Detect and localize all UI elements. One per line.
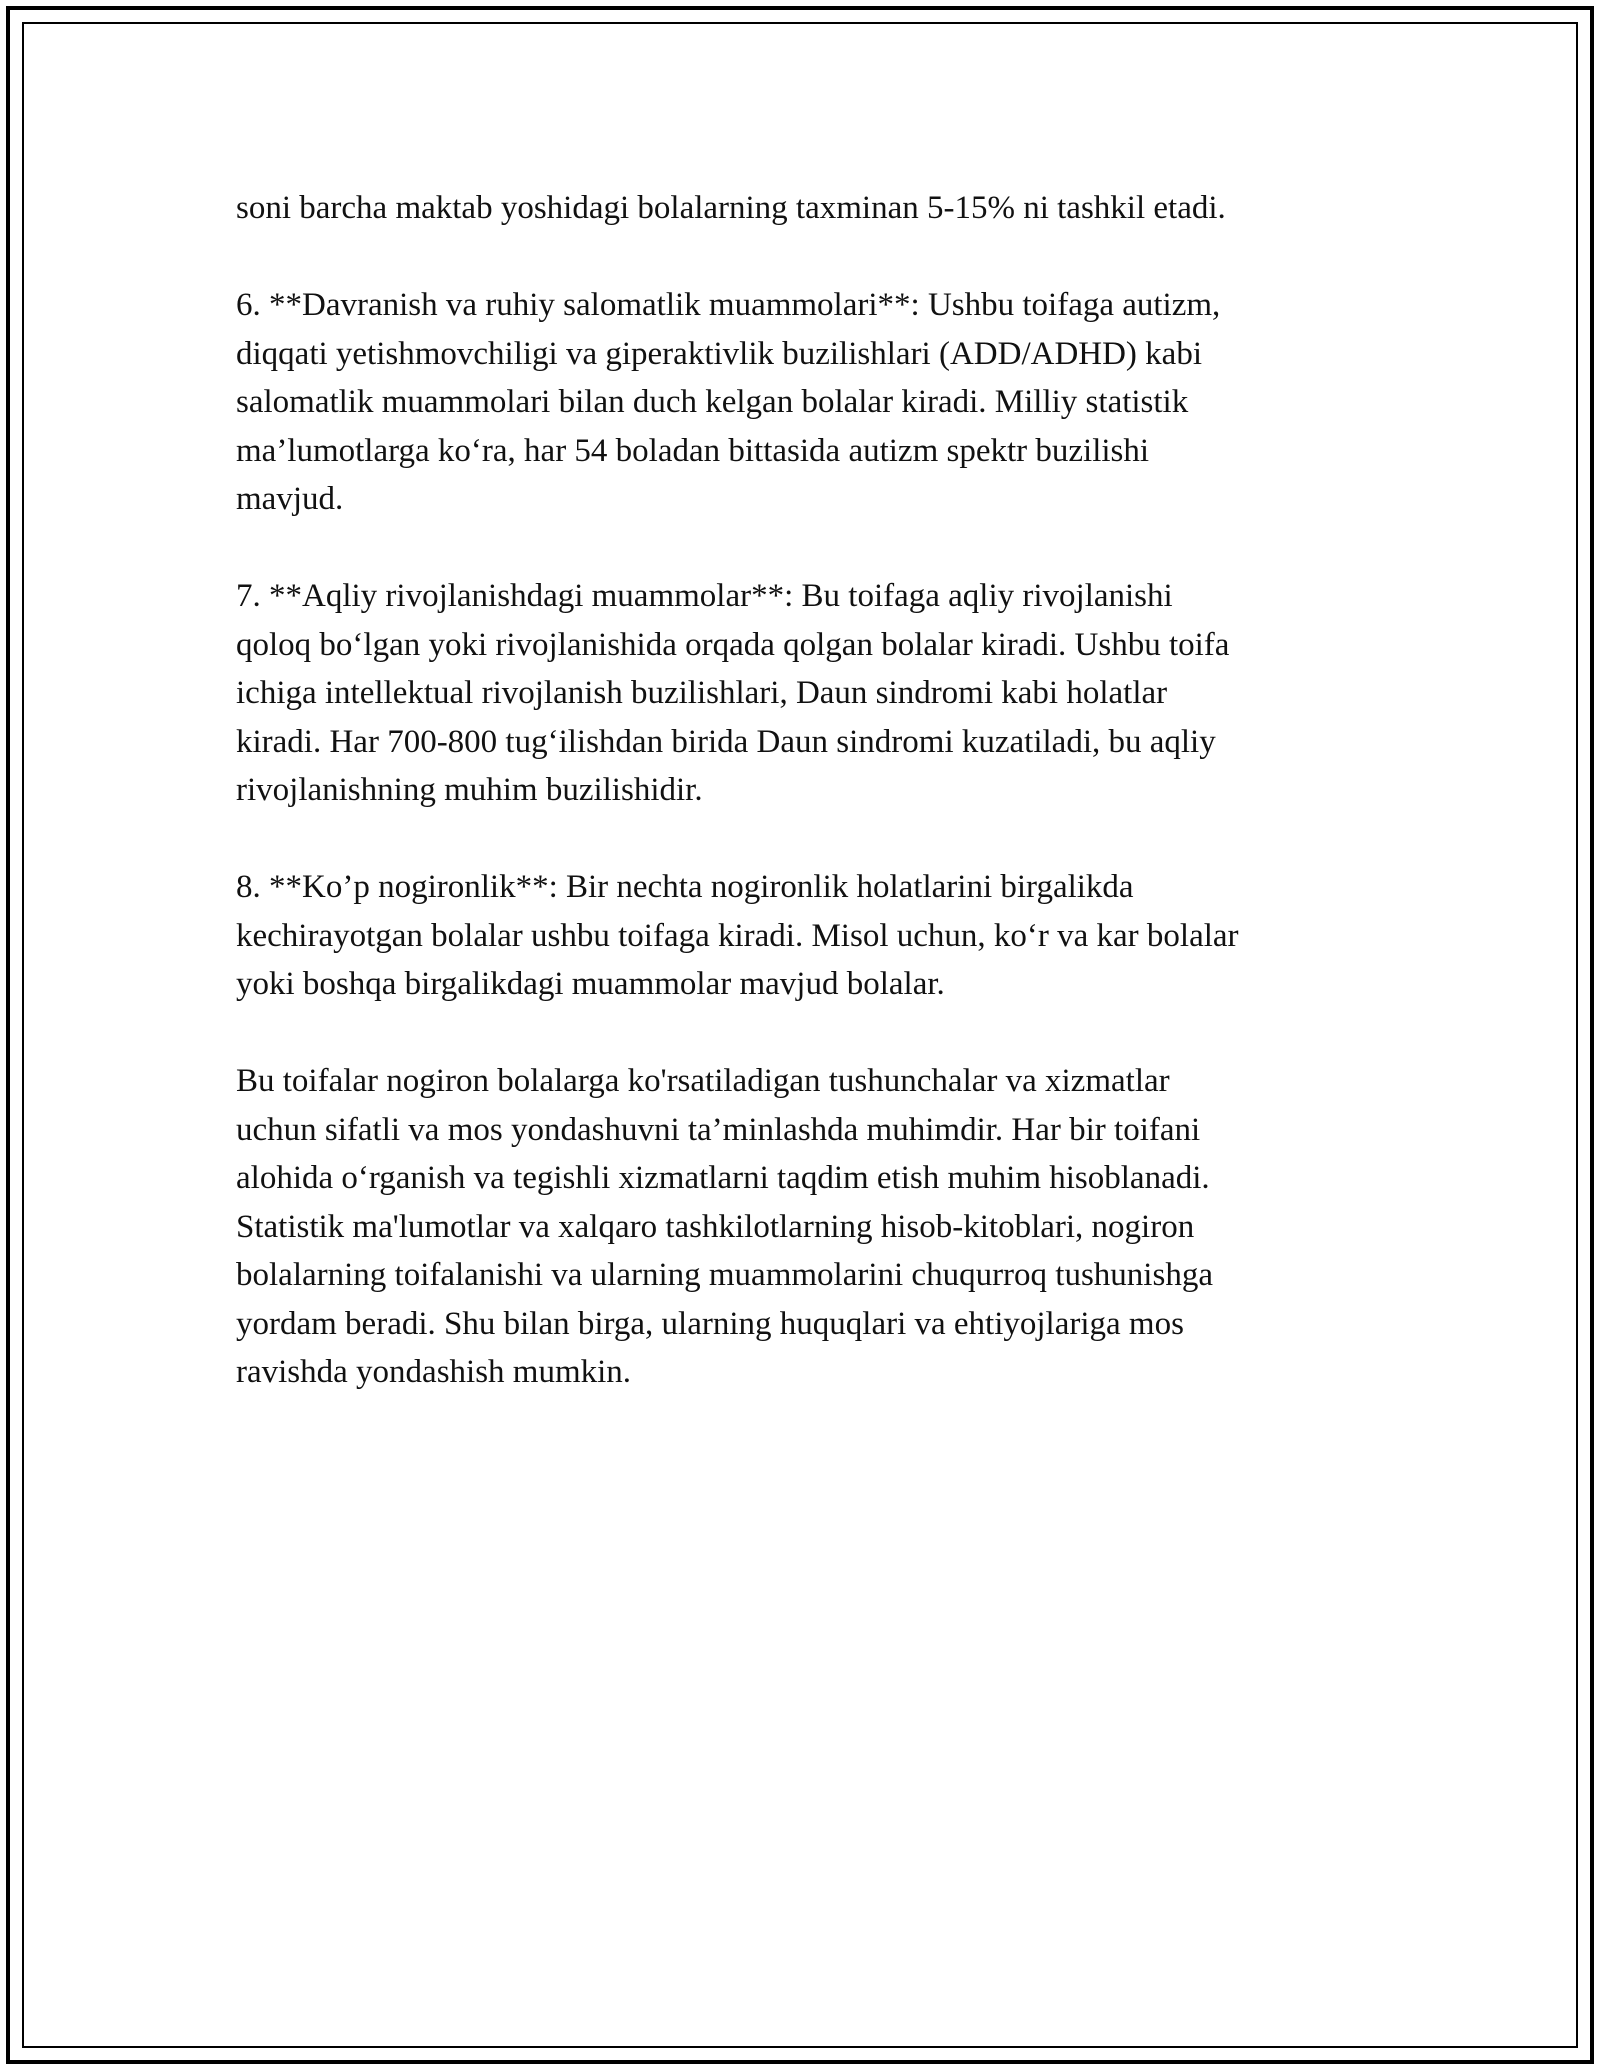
paragraph-item-6: 6. **Davranish va ruhiy salomatlik muammolari**: Ushbu toifaga autizm, diqqati yetishmovchiligi va giperaktivlik buzilishlari (ADD/ADHD) kabi salomatlik muammolari bilan duch kelgan bolalar kiradi. Milliy statistik ma’lumotlarga ko‘ra, har 54 boladan bittasida autizm spektr buzilishi mavjud. (236, 287, 1221, 517)
paragraph-continuation: soni barcha maktab yoshidagi bolalarning taxminan 5-15% ni tashkil etadi. (236, 190, 1226, 226)
paragraph-item-7: 7. **Aqliy rivojlanishdagi muammolar**: Bu toifaga aqliy rivojlanishi qoloq bo‘lgan yoki rivojlanishida orqada qolgan bolalar kiradi. Ushbu toifa ichiga intellektual rivojlanish buzilishlari, Daun sindromi kabi holatlar kiradi. Har 700-800 tug‘ilishdan birida Daun sindromi kuzatiladi, bu aqliy rivojlanishning muhim buzilishidir. (236, 578, 1230, 808)
paragraph-item-8: 8. **Ko’p nogironlik**: Bir nechta nogironlik holatlarini birgalikda kechirayotgan bolalar ushbu toifaga kiradi. Misol uchun, ko‘r va kar bolalar yoki boshqa birgalikdagi muammolar mavjud bolalar. (236, 869, 1239, 1002)
document-body (236, 184, 1366, 1397)
paragraph-conclusion: Bu toifalar nogiron bolalarga ko'rsatiladigan tushunchalar va xizmatlar uchun sifatli va mos yondashuvni ta’minlashda muhimdir. Har bir toifani alohida o‘rganish va tegishli xizmatlarni taqdim etish muhim hisoblanadi. Statistik ma'lumotlar va xalqaro tashkilotlarning hisob-kitoblari, nogiron bolalarning toifalanishi va ularning muammolarini chuqurroq tushunishga yordam beradi. Shu bilan birga, ularning huquqlari va ehtiyojlariga mos ravishda yondashish mumkin. (236, 1063, 1213, 1390)
